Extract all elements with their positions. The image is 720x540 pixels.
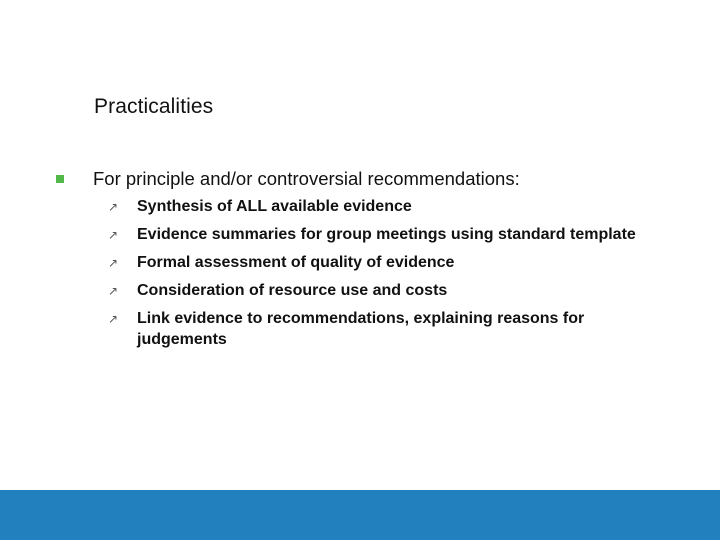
green-square-bullet-icon (56, 175, 64, 183)
north-east-arrow-icon: ↗ (108, 312, 119, 326)
north-east-arrow-icon: ↗ (108, 200, 119, 214)
slide-title: Practicalities (94, 95, 214, 118)
sub-bullet-item (108, 308, 637, 350)
sub-bullet-item (108, 196, 637, 217)
sub-bullet-text: Formal assessment of quality of evidence (137, 254, 455, 271)
north-east-arrow-icon: ↗ (108, 284, 119, 298)
north-east-arrow-icon: ↗ (108, 256, 119, 270)
footer-bar (0, 490, 720, 540)
north-east-arrow-icon: ↗ (108, 228, 119, 242)
sub-bullet-text: Consideration of resource use and costs (137, 282, 448, 299)
sub-bullet-text: Link evidence to recommendations, explaining reasons for judgements (137, 310, 585, 348)
sub-bullet-text: Synthesis of ALL available evidence (137, 198, 412, 215)
sub-bullet-text: Evidence summaries for group meetings using standard template (137, 226, 636, 243)
sub-bullet-list (108, 196, 668, 357)
sub-bullet-item (108, 252, 637, 273)
sub-bullet-item (108, 280, 637, 301)
sub-bullet-item (108, 224, 637, 245)
main-bullet-text: For principle and/or controversial recommendations: (93, 168, 520, 189)
